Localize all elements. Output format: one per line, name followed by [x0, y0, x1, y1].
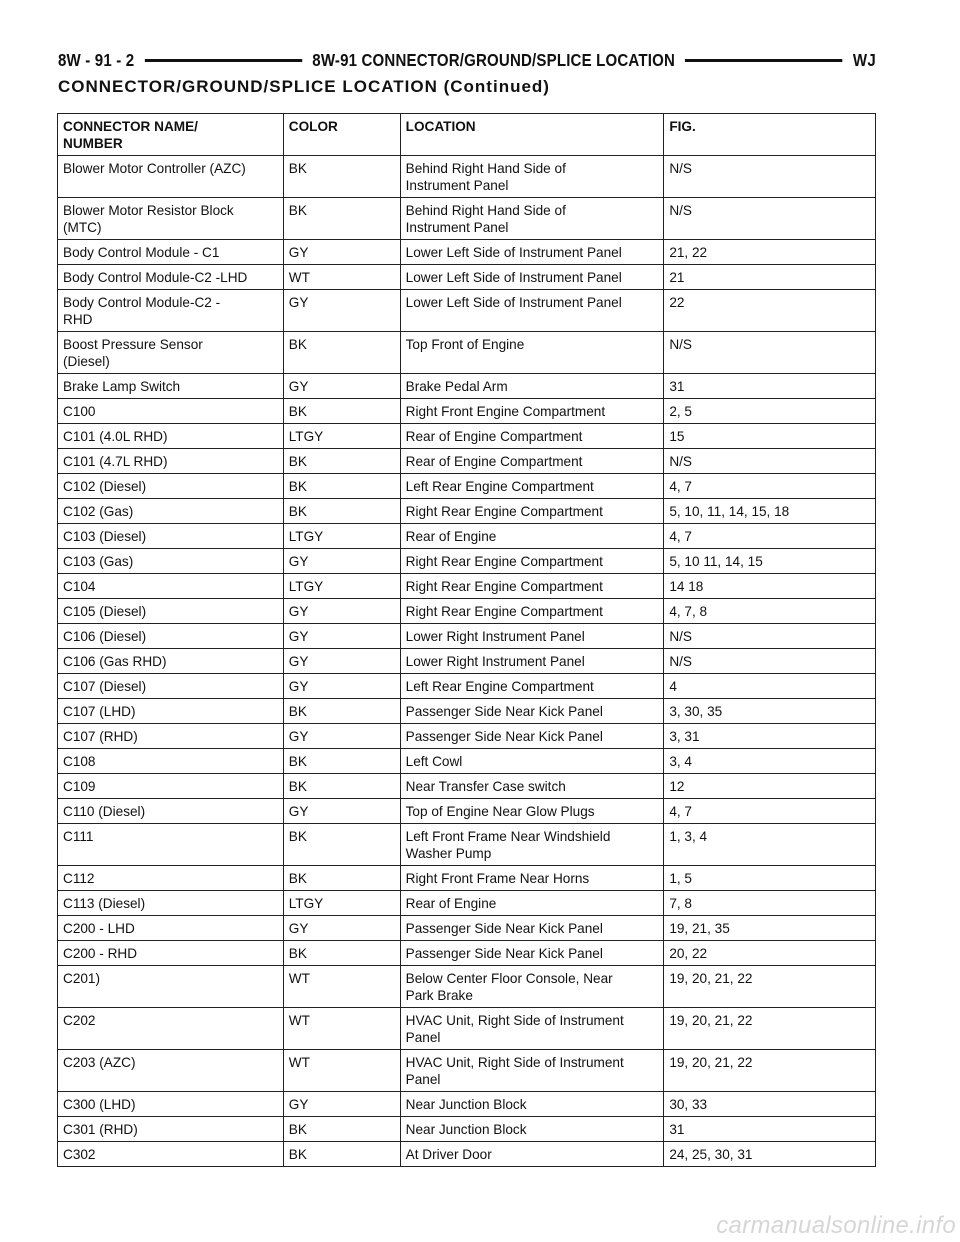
header-fig: FIG. [664, 114, 876, 156]
connector-name-cell: Blower Motor Resistor Block (MTC) [58, 198, 284, 240]
location-cell: Left Cowl [400, 749, 664, 774]
table-body [58, 156, 876, 1167]
page-number: 8W - 91 - 2 [58, 49, 135, 70]
fig-cell: N/S [664, 624, 876, 649]
color-cell: GY [283, 799, 400, 824]
location-cell: Rear of Engine [400, 524, 664, 549]
location-cell: Right Rear Engine Compartment [400, 549, 664, 574]
location-cell: Right Front Frame Near Horns [400, 866, 664, 891]
table-row [58, 574, 876, 599]
color-cell: BK [283, 399, 400, 424]
connector-name-cell: C113 (Diesel) [58, 891, 284, 916]
color-cell: WT [283, 1050, 400, 1092]
table-row [58, 891, 876, 916]
table-row [58, 524, 876, 549]
header-rule-left [145, 59, 302, 62]
table-row [58, 198, 876, 240]
table-row [58, 799, 876, 824]
color-cell: BK [283, 156, 400, 198]
location-cell: Passenger Side Near Kick Panel [400, 724, 664, 749]
table-row [58, 1050, 876, 1092]
connector-name-cell: Boost Pressure Sensor (Diesel) [58, 332, 284, 374]
header-location: LOCATION [400, 114, 664, 156]
fig-cell: 19, 20, 21, 22 [664, 1050, 876, 1092]
table-row [58, 1142, 876, 1167]
connector-name-cell: C102 (Gas) [58, 499, 284, 524]
connector-name-cell: C101 (4.7L RHD) [58, 449, 284, 474]
fig-cell: 5, 10, 11, 14, 15, 18 [664, 499, 876, 524]
fig-cell: 4 [664, 674, 876, 699]
color-cell: BK [283, 866, 400, 891]
location-cell: Behind Right Hand Side of Instrument Panel [400, 198, 664, 240]
header-color: COLOR [283, 114, 400, 156]
fig-cell: 4, 7 [664, 474, 876, 499]
table-row [58, 941, 876, 966]
table-row [58, 724, 876, 749]
location-cell: Right Rear Engine Compartment [400, 599, 664, 624]
color-cell: LTGY [283, 524, 400, 549]
fig-cell: 3, 30, 35 [664, 699, 876, 724]
fig-cell: N/S [664, 198, 876, 240]
color-cell: WT [283, 1008, 400, 1050]
color-cell: WT [283, 265, 400, 290]
location-cell: Lower Left Side of Instrument Panel [400, 240, 664, 265]
fig-cell: 4, 7 [664, 799, 876, 824]
connector-name-cell: C104 [58, 574, 284, 599]
page-title: CONNECTOR/GROUND/SPLICE LOCATION (Continued) [58, 77, 550, 96]
connector-table [57, 113, 876, 1167]
connector-name-cell: C109 [58, 774, 284, 799]
location-cell: Lower Right Instrument Panel [400, 624, 664, 649]
color-cell: GY [283, 240, 400, 265]
connector-name-cell: C200 - RHD [58, 941, 284, 966]
color-cell: BK [283, 941, 400, 966]
fig-cell: 15 [664, 424, 876, 449]
color-cell: GY [283, 599, 400, 624]
location-cell: Top of Engine Near Glow Plugs [400, 799, 664, 824]
location-cell: Behind Right Hand Side of Instrument Panel [400, 156, 664, 198]
table-row [58, 824, 876, 866]
connector-name-cell: C201) [58, 966, 284, 1008]
connector-name-cell: C100 [58, 399, 284, 424]
location-cell: Passenger Side Near Kick Panel [400, 699, 664, 724]
connector-name-cell: C302 [58, 1142, 284, 1167]
header-rule-right [685, 59, 842, 62]
location-cell: Near Transfer Case switch [400, 774, 664, 799]
location-cell: Left Rear Engine Compartment [400, 674, 664, 699]
connector-name-cell: C106 (Gas RHD) [58, 649, 284, 674]
connector-name-cell: C107 (LHD) [58, 699, 284, 724]
page-header [58, 40, 876, 80]
table-row [58, 1008, 876, 1050]
fig-cell: 24, 25, 30, 31 [664, 1142, 876, 1167]
table-row [58, 624, 876, 649]
location-cell: Left Rear Engine Compartment [400, 474, 664, 499]
connector-name-cell: C202 [58, 1008, 284, 1050]
color-cell: GY [283, 649, 400, 674]
fig-cell: 31 [664, 1117, 876, 1142]
connector-name-cell: Body Control Module - C1 [58, 240, 284, 265]
connector-name-cell: C301 (RHD) [58, 1117, 284, 1142]
color-cell: LTGY [283, 574, 400, 599]
fig-cell: 19, 20, 21, 22 [664, 1008, 876, 1050]
table-row [58, 499, 876, 524]
table-row [58, 290, 876, 332]
fig-cell: 5, 10 11, 14, 15 [664, 549, 876, 574]
fig-cell: 21 [664, 265, 876, 290]
location-cell: Near Junction Block [400, 1117, 664, 1142]
color-cell: BK [283, 332, 400, 374]
fig-cell: 3, 31 [664, 724, 876, 749]
fig-cell: 22 [664, 290, 876, 332]
color-cell: BK [283, 449, 400, 474]
color-cell: GY [283, 916, 400, 941]
fig-cell: 20, 22 [664, 941, 876, 966]
connector-name-cell: C107 (Diesel) [58, 674, 284, 699]
watermark: carmanualsonline.info [716, 1212, 956, 1239]
location-cell: Lower Right Instrument Panel [400, 649, 664, 674]
table-row [58, 374, 876, 399]
fig-cell: 19, 21, 35 [664, 916, 876, 941]
table-row [58, 332, 876, 374]
table-row [58, 240, 876, 265]
location-cell: At Driver Door [400, 1142, 664, 1167]
table-row [58, 749, 876, 774]
fig-cell: 4, 7, 8 [664, 599, 876, 624]
section-heading: 8W-91 CONNECTOR/GROUND/SPLICE LOCATION [312, 49, 675, 70]
table-row [58, 1117, 876, 1142]
color-cell: BK [283, 824, 400, 866]
fig-cell: 14 18 [664, 574, 876, 599]
connector-name-cell: C300 (LHD) [58, 1092, 284, 1117]
connector-name-cell: Brake Lamp Switch [58, 374, 284, 399]
color-cell: BK [283, 198, 400, 240]
location-cell: HVAC Unit, Right Side of Instrument Panel [400, 1008, 664, 1050]
connector-name-cell: Body Control Module-C2 - RHD [58, 290, 284, 332]
location-cell: Right Front Engine Compartment [400, 399, 664, 424]
fig-cell: 31 [664, 374, 876, 399]
connector-name-cell: C110 (Diesel) [58, 799, 284, 824]
table-row [58, 1092, 876, 1117]
color-cell: WT [283, 966, 400, 1008]
table-row [58, 474, 876, 499]
model-code: WJ [852, 49, 876, 70]
table-row [58, 549, 876, 574]
connector-name-cell: C108 [58, 749, 284, 774]
fig-cell: N/S [664, 449, 876, 474]
fig-cell: N/S [664, 332, 876, 374]
fig-cell: N/S [664, 156, 876, 198]
fig-cell: 3, 4 [664, 749, 876, 774]
table-row [58, 916, 876, 941]
fig-cell: 12 [664, 774, 876, 799]
fig-cell: 4, 7 [664, 524, 876, 549]
table-header-row [58, 114, 876, 156]
color-cell: GY [283, 374, 400, 399]
fig-cell: 2, 5 [664, 399, 876, 424]
color-cell: BK [283, 1117, 400, 1142]
color-cell: BK [283, 774, 400, 799]
table-row [58, 156, 876, 198]
connector-name-cell: C105 (Diesel) [58, 599, 284, 624]
connector-name-cell: C107 (RHD) [58, 724, 284, 749]
location-cell: Rear of Engine Compartment [400, 424, 664, 449]
location-cell: Lower Left Side of Instrument Panel [400, 265, 664, 290]
connector-name-cell: C101 (4.0L RHD) [58, 424, 284, 449]
location-cell: Passenger Side Near Kick Panel [400, 916, 664, 941]
connector-name-cell: C106 (Diesel) [58, 624, 284, 649]
location-cell: Below Center Floor Console, Near Park Brake [400, 966, 664, 1008]
table-row [58, 424, 876, 449]
connector-name-cell: Blower Motor Controller (AZC) [58, 156, 284, 198]
fig-cell: 30, 33 [664, 1092, 876, 1117]
table-row [58, 265, 876, 290]
color-cell: GY [283, 1092, 400, 1117]
fig-cell: 1, 3, 4 [664, 824, 876, 866]
location-cell: Top Front of Engine [400, 332, 664, 374]
header-connector-name: CONNECTOR NAME/ NUMBER [58, 114, 284, 156]
connector-name-cell: C111 [58, 824, 284, 866]
color-cell: GY [283, 290, 400, 332]
table-row [58, 774, 876, 799]
connector-name-cell: Body Control Module-C2 -LHD [58, 265, 284, 290]
location-cell: Rear of Engine [400, 891, 664, 916]
color-cell: BK [283, 749, 400, 774]
connector-name-cell: C200 - LHD [58, 916, 284, 941]
table-row [58, 599, 876, 624]
color-cell: GY [283, 624, 400, 649]
fig-cell: 19, 20, 21, 22 [664, 966, 876, 1008]
location-cell: Rear of Engine Compartment [400, 449, 664, 474]
table-row [58, 674, 876, 699]
fig-cell: 1, 5 [664, 866, 876, 891]
location-cell: Right Rear Engine Compartment [400, 574, 664, 599]
table-row [58, 649, 876, 674]
fig-cell: N/S [664, 649, 876, 674]
color-cell: BK [283, 699, 400, 724]
fig-cell: 7, 8 [664, 891, 876, 916]
color-cell: GY [283, 549, 400, 574]
table-row [58, 699, 876, 724]
table-row [58, 866, 876, 891]
location-cell: Brake Pedal Arm [400, 374, 664, 399]
color-cell: LTGY [283, 891, 400, 916]
table-row [58, 966, 876, 1008]
location-cell: Lower Left Side of Instrument Panel [400, 290, 664, 332]
connector-name-cell: C203 (AZC) [58, 1050, 284, 1092]
connector-name-cell: C103 (Diesel) [58, 524, 284, 549]
location-cell: Right Rear Engine Compartment [400, 499, 664, 524]
color-cell: BK [283, 474, 400, 499]
color-cell: BK [283, 499, 400, 524]
location-cell: Near Junction Block [400, 1092, 664, 1117]
connector-name-cell: C103 (Gas) [58, 549, 284, 574]
fig-cell: 21, 22 [664, 240, 876, 265]
color-cell: GY [283, 674, 400, 699]
location-cell: HVAC Unit, Right Side of Instrument Panel [400, 1050, 664, 1092]
color-cell: LTGY [283, 424, 400, 449]
color-cell: BK [283, 1142, 400, 1167]
location-cell: Left Front Frame Near Windshield Washer Pump [400, 824, 664, 866]
location-cell: Passenger Side Near Kick Panel [400, 941, 664, 966]
connector-name-cell: C112 [58, 866, 284, 891]
table-row [58, 399, 876, 424]
connector-name-cell: C102 (Diesel) [58, 474, 284, 499]
color-cell: GY [283, 724, 400, 749]
table-row [58, 449, 876, 474]
